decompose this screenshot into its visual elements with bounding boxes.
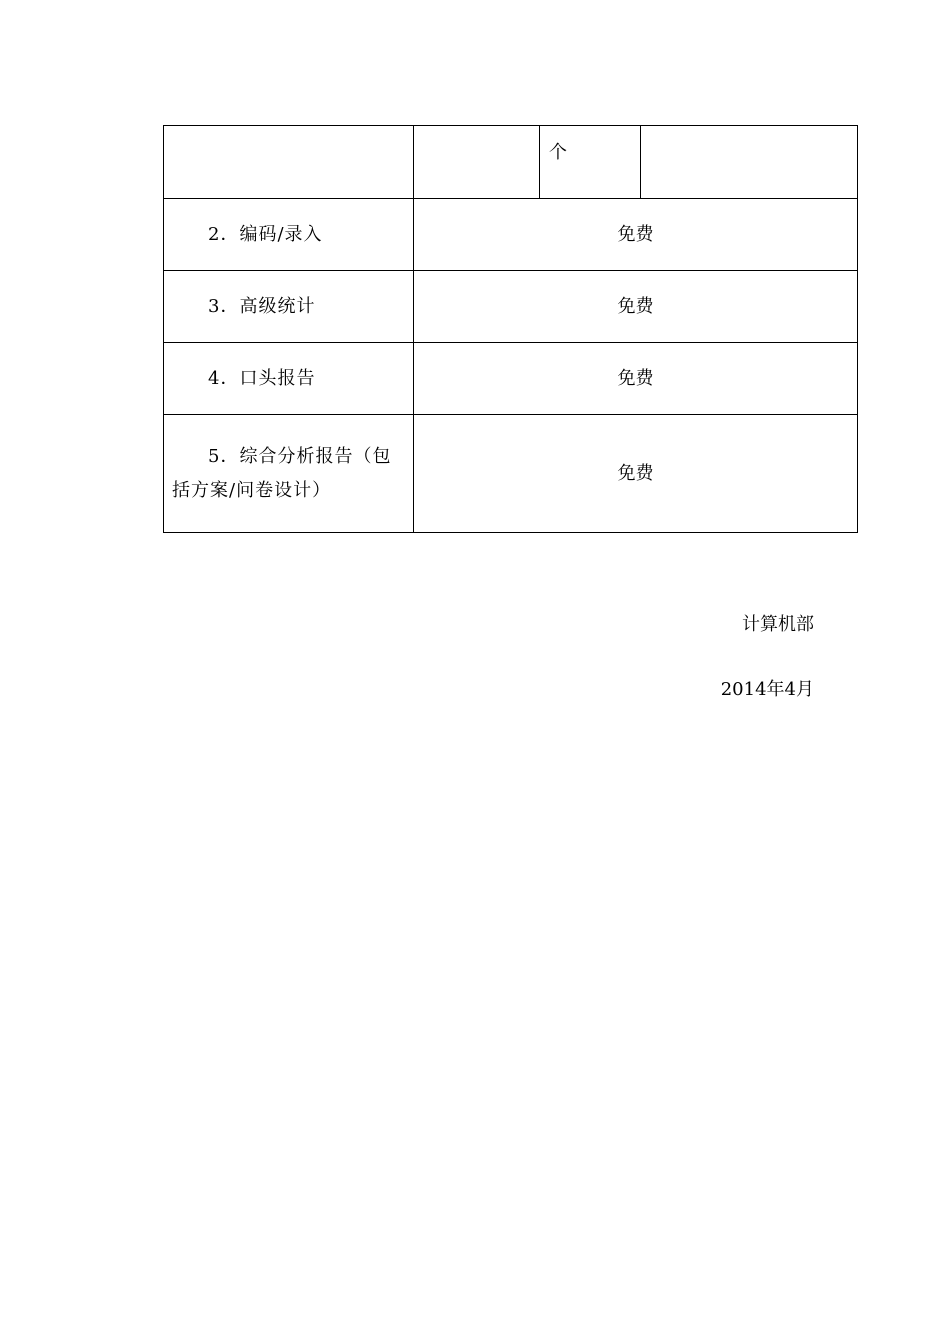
item-cell: 4．口头报告 [164, 343, 414, 415]
quantity-cell-empty [414, 126, 540, 199]
price-cell: 免费 [414, 343, 858, 415]
item-cell-empty [164, 126, 414, 199]
price-cell: 免费 [414, 415, 858, 533]
price-cell: 免费 [414, 271, 858, 343]
price-cell-empty [641, 126, 858, 199]
item-cell: 2．编码/录入 [164, 199, 414, 271]
table-row [164, 271, 858, 343]
item-cell: 3．高级统计 [164, 271, 414, 343]
table-row [164, 343, 858, 415]
document-date: 2014年4月 [720, 679, 814, 700]
department-signature: 计算机部 [742, 614, 814, 635]
table-row [164, 415, 858, 533]
price-cell: 免费 [414, 199, 858, 271]
table-row [164, 199, 858, 271]
item-cell: 5．综合分析报告（包括方案/问卷设计） [164, 415, 414, 533]
table-row [164, 126, 858, 199]
service-price-table [163, 125, 858, 533]
unit-cell: 个 [540, 126, 641, 199]
